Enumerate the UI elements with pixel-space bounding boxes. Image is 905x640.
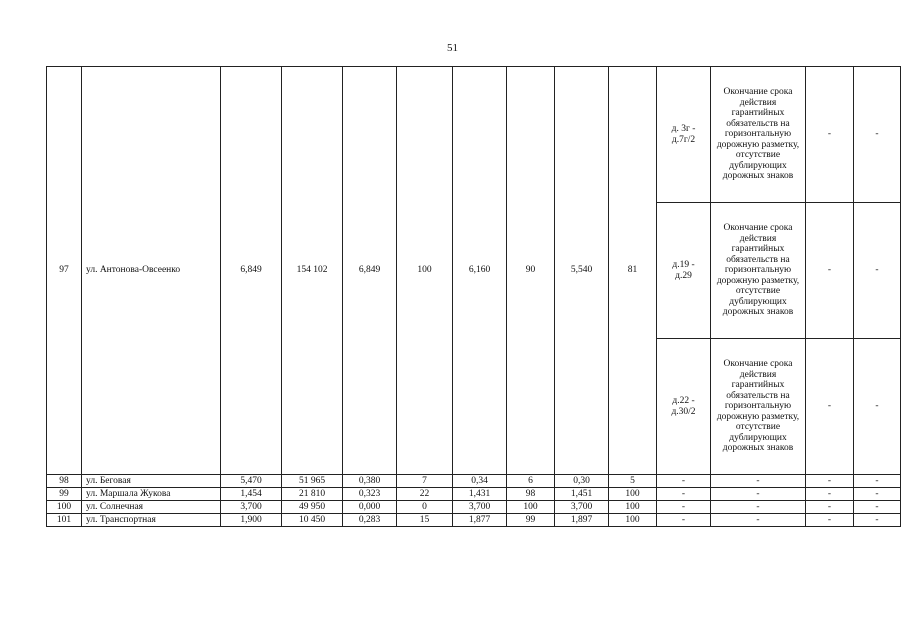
cell-range: д. 3г - д.7г/2 (657, 67, 711, 203)
cell-c11: - (806, 514, 854, 527)
cell-c3: 0,283 (343, 514, 397, 527)
cell-c12: - (854, 488, 901, 501)
cell-c1: 5,470 (221, 475, 282, 488)
table-row (47, 488, 901, 501)
cell-street: ул. Маршала Жукова (82, 488, 221, 501)
cell-c7: 3,700 (555, 501, 609, 514)
cell-c9: - (657, 488, 711, 501)
cell-c11: - (806, 475, 854, 488)
cell-c10: - (711, 514, 806, 527)
cell-num: 97 (47, 67, 82, 475)
cell-c1: 1,454 (221, 488, 282, 501)
cell-c2: 49 950 (282, 501, 343, 514)
cell-x1: - (806, 203, 854, 339)
cell-note: Окончание срока действия гарантийных обязательств на горизонтальную дорожную разметку, отсутствие дублирующих дорожных знаков (711, 339, 806, 475)
cell-c10: - (711, 475, 806, 488)
roads-table (46, 66, 901, 527)
cell-c3: 6,849 (343, 67, 397, 475)
cell-c12: - (854, 514, 901, 527)
cell-c5: 6,160 (453, 67, 507, 475)
cell-c12: - (854, 475, 901, 488)
cell-x2: - (854, 203, 901, 339)
cell-c5: 1,877 (453, 514, 507, 527)
cell-x1: - (806, 67, 854, 203)
cell-c6: 99 (507, 514, 555, 527)
cell-c9: - (657, 501, 711, 514)
cell-c4: 100 (397, 67, 453, 475)
cell-c6: 98 (507, 488, 555, 501)
cell-c7: 1,451 (555, 488, 609, 501)
cell-x2: - (854, 67, 901, 203)
cell-street: ул. Беговая (82, 475, 221, 488)
cell-note: Окончание срока действия гарантийных обязательств на горизонтальную дорожную разметку, отсутствие дублирующих дорожных знаков (711, 203, 806, 339)
cell-c10: - (711, 501, 806, 514)
cell-num: 100 (47, 501, 82, 514)
cell-c6: 100 (507, 501, 555, 514)
cell-c8: 100 (609, 514, 657, 527)
cell-c8: 100 (609, 501, 657, 514)
cell-num: 101 (47, 514, 82, 527)
cell-street: ул. Транспортная (82, 514, 221, 527)
cell-c2: 51 965 (282, 475, 343, 488)
table-row (47, 67, 901, 203)
cell-c1: 1,900 (221, 514, 282, 527)
cell-c7: 5,540 (555, 67, 609, 475)
cell-num: 98 (47, 475, 82, 488)
cell-c5: 0,34 (453, 475, 507, 488)
table-row (47, 475, 901, 488)
cell-num: 99 (47, 488, 82, 501)
cell-street: ул. Солнечная (82, 501, 221, 514)
cell-c1: 6,849 (221, 67, 282, 475)
cell-c7: 0,30 (555, 475, 609, 488)
cell-range: д.22 - д.30/2 (657, 339, 711, 475)
cell-c3: 0,323 (343, 488, 397, 501)
cell-c2: 10 450 (282, 514, 343, 527)
cell-x1: - (806, 339, 854, 475)
cell-c2: 21 810 (282, 488, 343, 501)
cell-c3: 0,380 (343, 475, 397, 488)
cell-c6: 90 (507, 67, 555, 475)
cell-c3: 0,000 (343, 501, 397, 514)
cell-c8: 81 (609, 67, 657, 475)
cell-c11: - (806, 488, 854, 501)
cell-c6: 6 (507, 475, 555, 488)
cell-c11: - (806, 501, 854, 514)
page-number: 51 (447, 42, 458, 54)
cell-street: ул. Антонова-Овсеенко (82, 67, 221, 475)
cell-c4: 0 (397, 501, 453, 514)
cell-c4: 15 (397, 514, 453, 527)
cell-c9: - (657, 475, 711, 488)
table-row (47, 514, 901, 527)
cell-c4: 7 (397, 475, 453, 488)
cell-x2: - (854, 339, 901, 475)
cell-c2: 154 102 (282, 67, 343, 475)
cell-c10: - (711, 488, 806, 501)
cell-c9: - (657, 514, 711, 527)
cell-c5: 1,431 (453, 488, 507, 501)
cell-c8: 5 (609, 475, 657, 488)
cell-note: Окончание срока действия гарантийных обязательств на горизонтальную дорожную разметку, отсутствие дублирующих дорожных знаков (711, 67, 806, 203)
cell-c1: 3,700 (221, 501, 282, 514)
cell-c4: 22 (397, 488, 453, 501)
cell-c12: - (854, 501, 901, 514)
cell-c5: 3,700 (453, 501, 507, 514)
cell-c7: 1,897 (555, 514, 609, 527)
cell-c8: 100 (609, 488, 657, 501)
cell-range: д.19 - д.29 (657, 203, 711, 339)
table-row (47, 501, 901, 514)
